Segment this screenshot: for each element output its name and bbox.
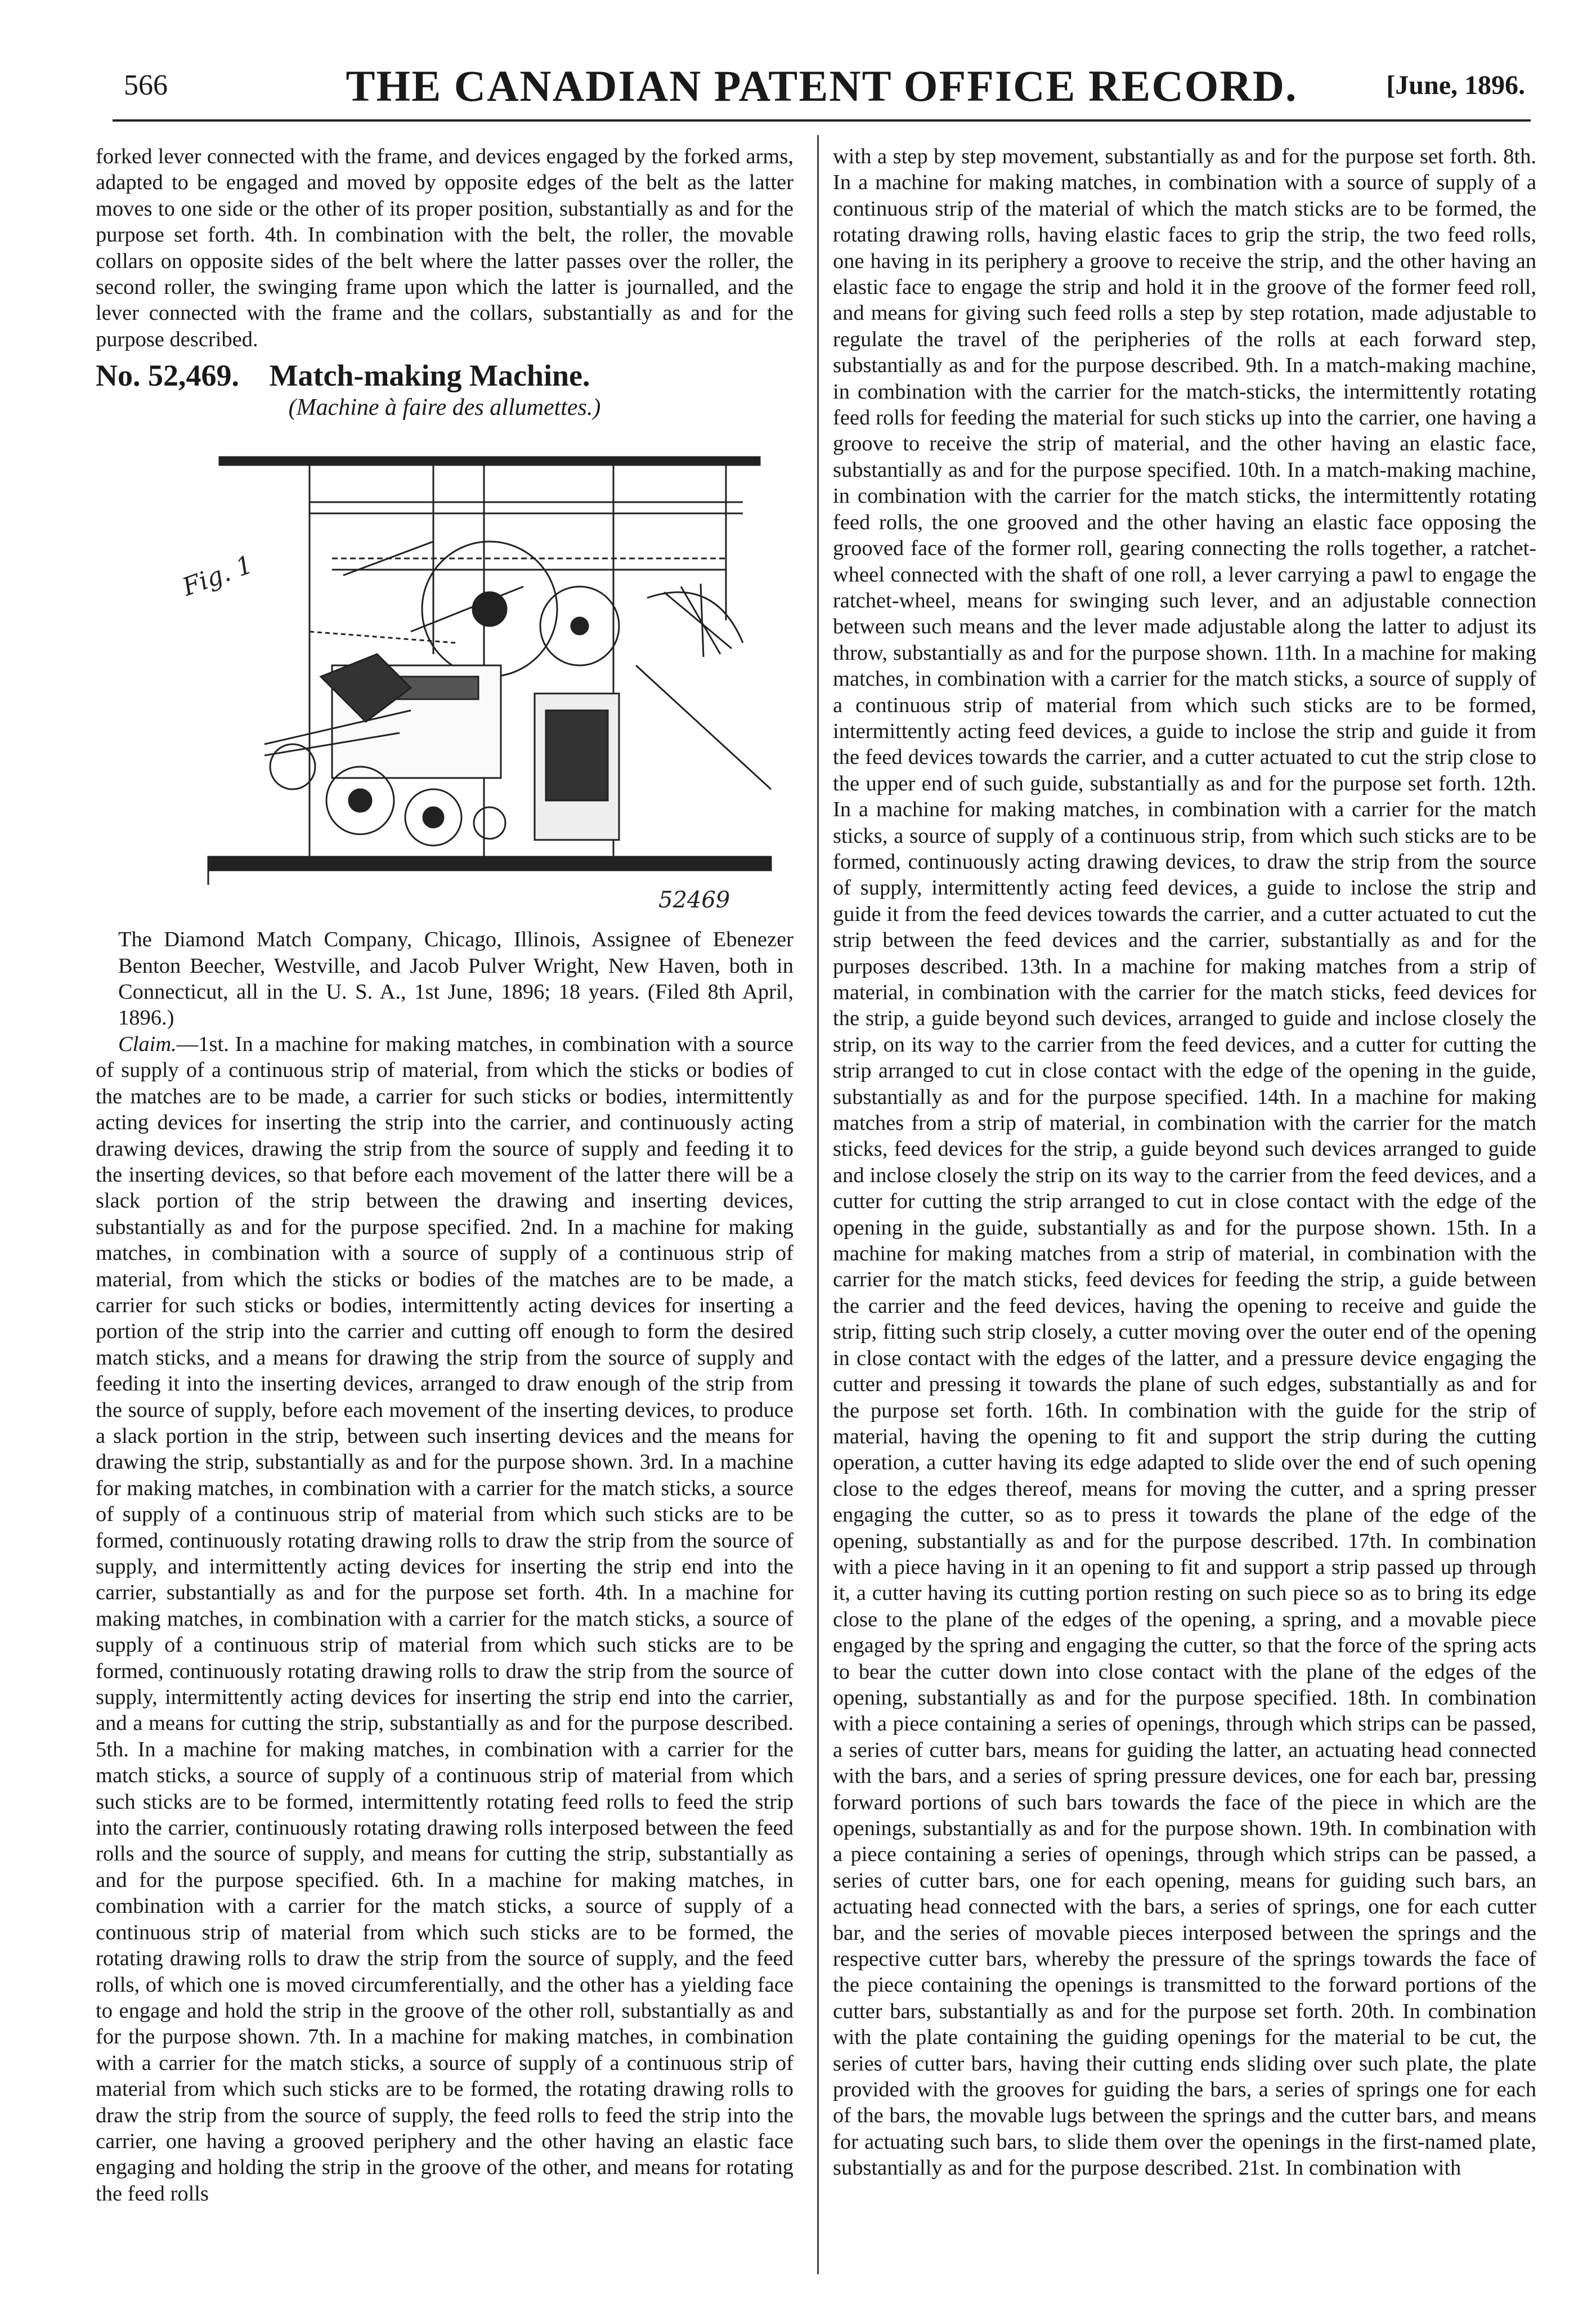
issue-date: [June, 1896. <box>1386 70 1525 100</box>
right-column <box>833 144 1536 2181</box>
patent-subtitle: (Machine à faire des allumettes.) <box>288 395 601 421</box>
patent-heading <box>96 358 793 393</box>
claim-label: Claim. <box>118 1032 177 1056</box>
patent-number: No. 52,469. <box>96 359 239 393</box>
assignee-text: The Diamond Match Company, Chicago, Illinois, Assignee of Ebenezer Benton Beecher, Westville, and Jacob Pulver Wright, New Haven, both in Connecticut, all in the U. S. A., 1st June, 1896; 18 years. (Filed 8th April, 1896.) <box>118 928 793 1030</box>
continuation-text: forked lever connected with the frame, and devices engaged by the forked arms, adapted to be engaged and moved by opposite edges of the belt as the latter moves to one side or the other of its proper position, substantially as and for the purpose set forth. 4th. In combination with the belt, the roller, the movable collars on opposite sides of the belt where the latter passes over the roller, the second roller, the swinging frame upon which the latter is journalled, and the lever connected with the frame and the collars, substantially as and for the purpose described. <box>96 145 793 351</box>
patent-figure <box>96 429 793 919</box>
figure-number: 52469 <box>658 887 730 914</box>
page-number: 566 <box>124 69 168 101</box>
claims-body: —1st. In a machine for making matches, in combination with a source of supply of a continuous strip of material, from which the sticks or bodies of the matches are to be made, a carrier for such sticks or bodies, intermittently acting devices for inserting the strip into the carrier, and continuously acting drawing devices, drawing the strip from the source of supply and feeding it to the inserting devices, so that before each movement of the latter there will be a slack portion of the strip between the drawing and inserting devices, substantially as and for the purpose specified. 2nd. In a machine for making matches, in combination with a source of supply of a continuous strip of material, from which the sticks or bodies of the matches are to be made, a carrier for such sticks or bodies, intermittently acting devices for inserting a portion of the strip into the carrier and cutting off enough to form the desired match sticks, and a means for drawing the strip from the source of supply and feeding it into the inserting devices, arranged to draw enough of the strip from the source of supply, before each movement of the inserting devices, to produce a slack portion in the strip, between such inserting devices and the means for drawing the strip, substantially as and for the purpose shown. 3rd. In a machine for making matches, in combination with a carrier for the match sticks, a source of supply of a continuous strip of material from which such sticks are to be formed, continuously rotating drawing rolls to draw the strip from the source of supply, and intermittently acting devices for inserting the strip end into the carrier, substantially as and for the purpose set forth. 4th. In a machine for making matches, in combination with a carrier for the match sticks, a source of supply of a continuous strip of material from which such sticks are to be formed, continuously rotating drawing rolls to draw the strip from the source of supply, intermittently acting devices for inserting the strip end into the carrier, and a means for cutting the strip, substantially as and for the purpose described. 5th. In a machine for making matches, in combination with a carrier for the match sticks, a source of supply of a continuous strip of material from which such sticks are to be formed, intermittently rotating feed rolls to feed the strip into the carrier, continuously rotating drawing rolls interposed between the feed rolls and the source of supply, and means for cutting the strip, substantially as and for the purpose specified. 6th. In a machine for making matches, in combination with a carrier for the match sticks, a source of supply of a continuous strip of material from which such sticks are to be formed, the rotating drawing rolls to draw the strip from the source of supply, and the feed rolls, of which one is moved circumferentially, and the other has a yielding face to engage and hold the strip in the groove of the other roll, substantially as and for the purpose shown. 7th. In a machine for making matches, in combination with a carrier for the match sticks, a source of supply of a continuous strip of material from which such sticks are to be formed, the rotating drawing rolls to draw the strip from the source of supply, the feed rolls to feed the strip into the carrier, one having a grooved periphery and the other having an elastic face engaging and holding the strip in the groove of the other, and means for rotating the feed rolls <box>96 1032 793 2206</box>
right-column-text: with a step by step movement, substantially as and for the purpose set forth. 8th. In a machine for making matches, in combination with a source of supply of a continuous strip of the material of which the match sticks are to be formed, the rotating drawing rolls, having elastic faces to grip the strip, the two feed rolls, one having in its periphery a groove to receive the strip, and the other having an elastic face to engage the strip and hold it in the groove of the former feed roll, and means for giving such feed rolls a step by step rotation, made adjustable to regulate the travel of the peripheries of the rolls at each forward step, substantially as and for the purpose described. 9th. In a match-making machine, in combination with the carrier for the match-sticks, the intermittently rotating feed rolls for feeding the material for such sticks up into the carrier, one having a groove to receive the strip of material, and the other having an elastic face, substantially as and for the purpose specified. 10th. In a match-making machine, in combination with the carrier for the match sticks, the intermittently rotating feed rolls, the one grooved and the other having an elastic face opposing the grooved face of the former roll, gearing connecting the rolls together, a ratchet-wheel connected with the shaft of one roll, a lever carrying a pawl to engage the ratchet-wheel, means for swinging such lever, and an adjustable connection between such means and the lever made adjustable along the latter to adjust its throw, substantially as and for the purpose shown. 11th. In a machine for making matches, in combination with a carrier for the match sticks, a source of supply of a continuous strip of material from which such sticks are to be formed, intermittently acting feed devices, a guide to inclose the strip and guide it from the feed devices towards the carrier, and a cutter actuated to cut the strip close to the upper end of such guide, substantially as and for the purpose set forth. 12th. In a machine for making matches, in combination with a carrier for the match sticks, a source of supply of a continuous strip, from which such sticks are to be formed, continuously acting drawing devices, to draw the strip from the source of supply, intermittently acting feed devices, a guide to inclose the strip and guide it from the feed devices towards the carrier, and a cutter actuated to cut the strip between the feed devices and the carrier, substantially as and for the purposes described. 13th. In a machine for making matches from a strip of material, in combination with the carrier for the match sticks, feed devices for the strip, a guide beyond such devices, arranged to guide and inclose closely the strip, on its way to the carrier from the feed devices, and a cutter for cutting the strip arranged to cut in close contact with the edge of the opening in the guide, substantially as and for the purpose specified. 14th. In a machine for making matches from a strip of material, in combination with the carrier for the match sticks, feed devices for the strip, a guide beyond such devices arranged to guide and inclose closely the strip on its way to the carrier from the feed devices, and a cutter for cutting the strip arranged to cut in close contact with the edge of the opening in the guide, substantially as and for the purpose shown. 15th. In a machine for making matches from a strip of material, in combination with the carrier for the match sticks, feed devices for feeding the strip, a guide between the carrier and the feed devices, having the opening to receive and guide the strip, fitting such strip closely, a cutter moving over the outer end of the opening in close contact with the edges of the latter, and a pressure device engaging the cutter and pressing it towards the plane of such edges, substantially as and for the purpose set forth. 16th. In combination with the guide for the strip of material, having the opening to fit and support the strip during the cutting operation, a cutter having its edge adapted to slide over the end of such opening close to the edges thereof, means for moving the cutter, and a spring presser engaging the cutter, so as to press it towards the plane of the edge of the opening, substantially as and for the purpose described. 17th. In combination with a piece having in it an opening to fit and support a strip passed up through it, a cutter having its cutting portion resting on such piece so as to bring its edge close to the plane of the edges of the opening, a spring, and a movable piece engaged by the spring and engaging the cutter, so that the force of the spring acts to bear the cutter down into close contact with the plane of the edges of the opening, substantially as and for the purpose specified. 18th. In combination with a piece containing a series of openings, through which strips can be passed, a series of cutter bars, means for guiding the latter, an actuating head connected with the bars, and a series of spring pressure devices, one for each bar, pressing forward portions of such bars towards the face of the piece in which are the openings, substantially as and for the purpose shown. 19th. In combination with a piece containing a series of openings, through which strips can be passed, a series of cutter bars, one for each opening, means for guiding such bars, an actuating head connected with the bars, a series of springs, one for each cutter bar, and the series of movable pieces interposed between the springs and the respective cutter bars, whereby the pressure of the springs towards the face of the piece containing the openings is transmitted to the forward portions of the cutter bars, substantially as and for the purpose set forth. 20th. In combination with the plate containing the guiding openings for the material to be cut, the series of cutter bars, having their cutting ends sliding over such plate, the plate provided with the grooves for guiding the bars, a series of springs one for each of the bars, the movable lugs between the springs and the cutter bars, and means for actuating such bars, to slide them over the openings in the first-named plate, substantially as and for the purpose described. 21st. In combination with <box>833 145 1536 2180</box>
page-header <box>113 56 1531 113</box>
header-rule <box>113 119 1531 122</box>
column-divider <box>817 135 819 2274</box>
patent-name: Match-making Machine. <box>269 359 590 393</box>
journal-title: THE CANADIAN PATENT OFFICE RECORD. <box>346 61 1298 110</box>
figure-label: Fig. 1 <box>178 550 257 602</box>
left-column <box>96 144 793 2207</box>
claims-text <box>96 1031 793 2207</box>
machine-drawing <box>96 429 793 919</box>
